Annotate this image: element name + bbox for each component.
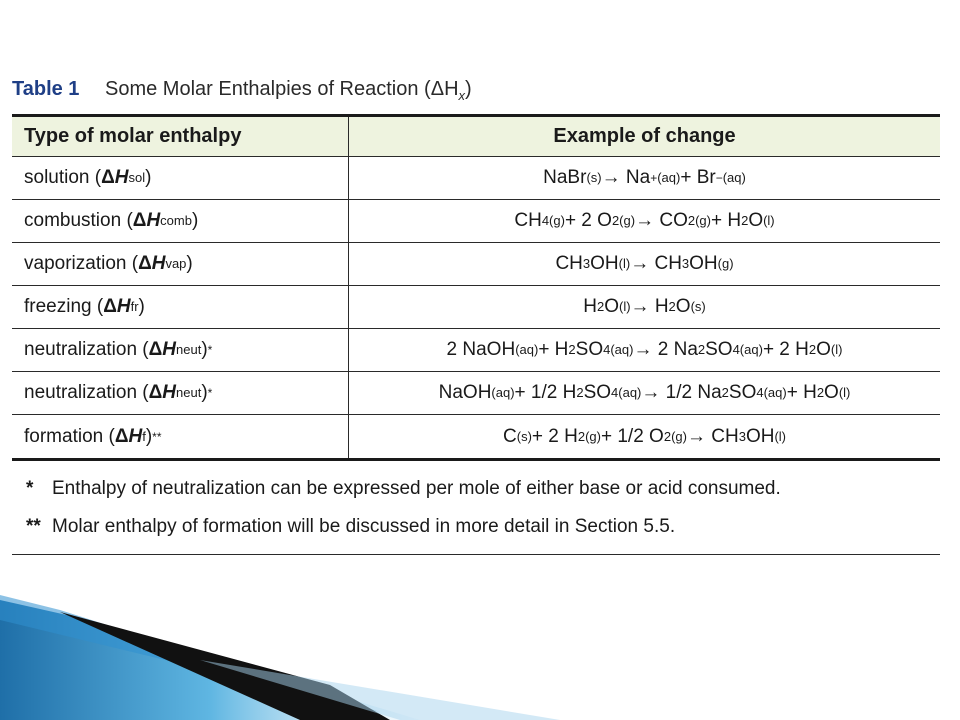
column-header-type: Type of molar enthalpy [12, 117, 349, 156]
formula-fragment: SO [583, 382, 612, 403]
formula-fragment: Δ [148, 339, 163, 360]
enthalpy-table [12, 114, 940, 461]
example-change-cell: CH 4(g) + 2 O 2(g) → CO 2(g) + H 2 O (l) [514, 210, 775, 231]
formula-fragment: ) [201, 382, 208, 403]
formula-fragment: O [748, 210, 764, 231]
formula-fragment: 2 NaOH [446, 339, 516, 360]
formula-fragment: SO [575, 339, 604, 360]
formula-fragment: → CO [635, 210, 688, 231]
formula-fragment: ) [186, 253, 193, 274]
formula-fragment: SO [705, 339, 733, 360]
table-header-row [12, 117, 940, 157]
enthalpy-type-cell: solution ( Δ H sol ) [12, 157, 349, 199]
formula-fragment: → 2 Na [633, 339, 698, 360]
formula-fragment: + Br [680, 167, 716, 188]
formula-fragment: → H [630, 296, 669, 317]
table-row [12, 415, 940, 458]
formula-fragment: Δ [114, 425, 129, 447]
formula-fragment: Δ [103, 296, 117, 317]
formula-fragment: solution ( [24, 167, 102, 188]
formula-fragment: neutralization ( [24, 339, 149, 360]
formula-fragment: ) [201, 339, 208, 360]
formula-fragment: CH [555, 253, 583, 274]
formula-fragment: OH [590, 253, 619, 274]
formula-fragment: ) [138, 296, 145, 317]
formula-fragment: → Na [601, 167, 651, 188]
formula-fragment: + H [786, 382, 817, 403]
formula-fragment: + H [710, 210, 742, 231]
formula-fragment: OH [745, 425, 775, 447]
formula-fragment: H [116, 296, 131, 317]
table-row [12, 157, 940, 200]
column-header-example: Example of change [553, 125, 736, 147]
enthalpy-type-cell: neutralization ( Δ H neut ) * [12, 329, 349, 371]
formula-fragment: freezing ( [24, 296, 104, 317]
table-row [12, 329, 940, 372]
formula-fragment: O [824, 382, 839, 403]
footnote-text: Enthalpy of neutralization can be expressed per mole of either base or acid consumed. [52, 478, 781, 499]
formula-fragment: ) [145, 425, 153, 447]
example-change-cell: NaBr (s) → Na + (aq) + Br − (aq) [543, 167, 746, 188]
table-body [12, 157, 940, 458]
footnote-text: Molar enthalpy of formation will be discussed in more detail in Section 5.5. [52, 516, 676, 537]
enthalpy-type-cell: neutralization ( Δ H neut ) * [12, 372, 349, 414]
formula-fragment: + H [538, 339, 569, 360]
formula-fragment: → CH [686, 425, 739, 447]
enthalpy-type-cell: freezing ( Δ H fr ) [12, 286, 349, 328]
formula-fragment: NaBr [543, 167, 587, 188]
enthalpy-type-cell: vaporization ( Δ H vap ) [12, 243, 349, 285]
footnote-mark: * [26, 478, 34, 499]
formula-fragment: + 1/2 H [514, 382, 577, 403]
example-change-cell: C (s) + 2 H 2(g) + 1/2 O 2(g) → CH 3 OH (l) [503, 425, 786, 447]
formula-fragment: CH [514, 210, 542, 231]
table-title: Some Molar Enthalpies of Reaction $(\Delta H_x)$ [105, 78, 472, 103]
formula-fragment: OH [689, 253, 718, 274]
slide-corner-decoration [0, 590, 960, 720]
formula-fragment: H [162, 339, 177, 360]
formula-fragment: Δ [101, 167, 115, 188]
formula-fragment: H [114, 167, 129, 188]
formula-fragment: vaporization ( [24, 253, 139, 274]
example-change-cell: CH 3 OH (l) → CH 3 OH (g) [555, 253, 734, 274]
formula-fragment: C [503, 425, 517, 447]
formula-fragment: + 1/2 O [600, 425, 664, 447]
formula-fragment: H [162, 382, 177, 403]
enthalpy-type-cell: combustion ( Δ H comb ) [12, 200, 349, 242]
formula-fragment: formation ( [24, 425, 115, 447]
table-row [12, 372, 940, 415]
formula-fragment: H [583, 296, 597, 317]
formula-fragment: Δ [148, 382, 163, 403]
formula-fragment: + 2 O [564, 210, 612, 231]
formula-fragment: ) [145, 167, 152, 188]
table-row [12, 286, 940, 329]
formula-fragment: H [151, 253, 166, 274]
formula-fragment: → 1/2 Na [641, 382, 722, 403]
formula-fragment: H [146, 210, 161, 231]
formula-fragment: neutralization ( [24, 382, 149, 403]
formula-fragment: O [604, 296, 619, 317]
formula-fragment: + 2 H [762, 339, 809, 360]
formula-fragment: NaOH [438, 382, 492, 403]
table-footnotes [12, 464, 940, 555]
formula-fragment: O [816, 339, 831, 360]
example-change-cell: H 2 O (l) → H 2 O (s) [583, 296, 706, 317]
formula-fragment: → CH [630, 253, 682, 274]
table-caption [12, 78, 472, 101]
enthalpy-type-cell: formation ( Δ H f ) ** [12, 415, 349, 458]
example-change-cell: NaOH (aq) + 1/2 H 2 SO 4(aq) → 1/2 Na 2 SO 4(aq) + H 2 O (l) [438, 382, 851, 403]
footnote [12, 470, 940, 508]
formula-fragment: O [675, 296, 691, 317]
formula-fragment: ) [191, 210, 199, 231]
footnote-mark: ** [26, 516, 41, 537]
table-label: Table 1 [12, 78, 80, 100]
footnote [12, 508, 940, 546]
formula-fragment: SO [728, 382, 757, 403]
formula-fragment: + 2 H [531, 425, 578, 447]
formula-fragment: Δ [138, 253, 152, 274]
table-row [12, 200, 940, 243]
formula-fragment: Δ [132, 210, 147, 231]
formula-fragment: H [128, 425, 143, 447]
example-change-cell: 2 NaOH (aq) + H 2 SO 4(aq) → 2 Na 2 SO 4(aq) + 2 H 2 O (l) [446, 339, 843, 360]
formula-fragment: combustion ( [24, 210, 133, 231]
table-row [12, 243, 940, 286]
